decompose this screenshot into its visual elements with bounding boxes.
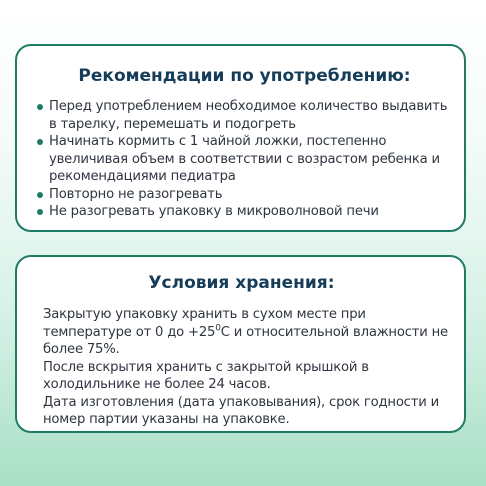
storage-date-info: Дата изготовления (дата упаковывания), срок годности и номер партии указаны на упаковке. (43, 394, 439, 427)
storage-text (43, 306, 450, 429)
storage-closed-package (43, 306, 450, 359)
storage-closed-package-text: Закрытую упаковку хранить в сухом месте при температуре от 0 до +25 (43, 307, 366, 340)
storage-title: Условия хранения: (148, 273, 335, 293)
usage-item-no-microwave: Не разогревать упаковку в микроволновой печи (37, 203, 450, 221)
usage-item-no-reheat: Повторно не разогревать (37, 186, 450, 204)
usage-list (37, 98, 450, 221)
storage-closed-package-humidity: С и относительной влажности не более 75%. (43, 324, 448, 357)
degree-sign: 0 (215, 323, 221, 334)
usage-title: Рекомендации по употреблению: (78, 66, 411, 86)
storage-conditions-card (15, 255, 466, 433)
usage-recommendations-card (15, 44, 466, 232)
storage-after-opening: После вскрытия хранить с закрытой крышкой в холодильнике не более 24 часов. (43, 359, 369, 392)
usage-item-reheat-before-use: Перед употреблением необходимое количество выдавить в тарелку, перемешать и подогреть (37, 98, 450, 133)
usage-item-start-feeding: Начинать кормить с 1 чайной ложки, постепенно увеличивая объем в соответствии с возрастом ребенка и рекомендациями педиатра (37, 133, 450, 186)
